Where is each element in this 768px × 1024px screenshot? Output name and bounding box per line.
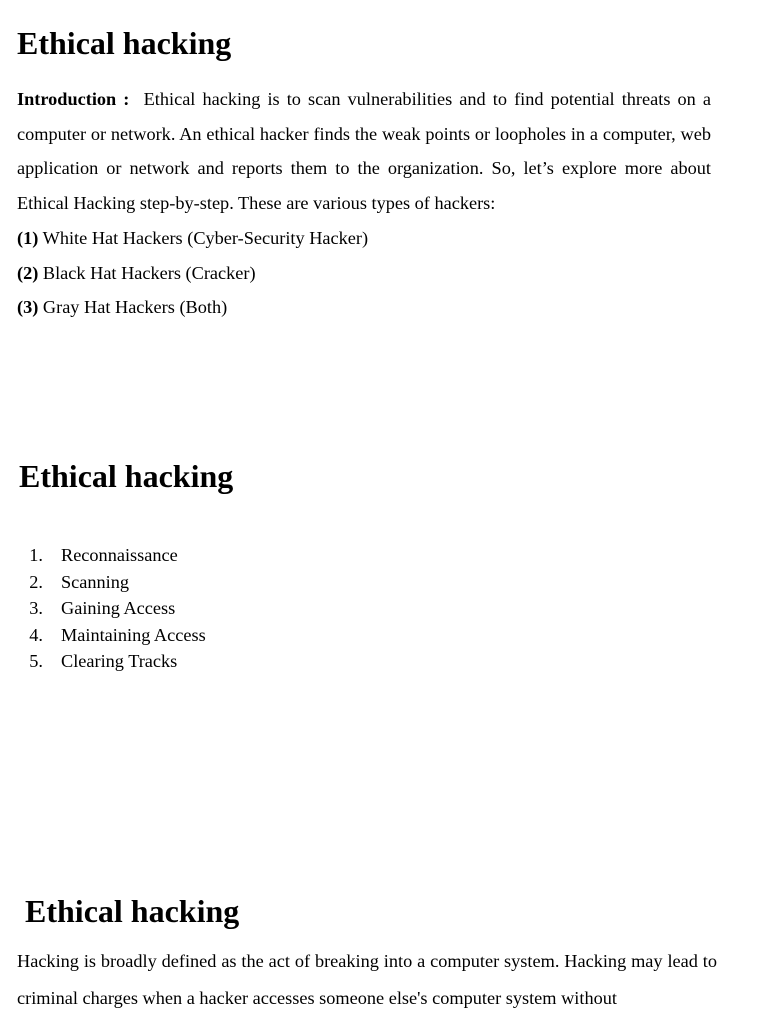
list-item-text: Clearing Tracks xyxy=(61,651,178,672)
list-item-number: 1. xyxy=(29,545,43,565)
list-item xyxy=(17,569,130,596)
list-item xyxy=(17,595,176,622)
list-item-number: 3. xyxy=(29,598,43,619)
list-item xyxy=(17,256,368,291)
section-3-heading: Ethical hacking xyxy=(25,893,240,929)
list-item-number: 2. xyxy=(29,571,43,592)
section-1-heading: Ethical hacking xyxy=(17,25,232,61)
intro-paragraph xyxy=(17,82,711,221)
list-item xyxy=(17,221,368,256)
list-item-number: 5. xyxy=(29,651,43,672)
hacker-types-list xyxy=(17,221,368,325)
list-item xyxy=(17,648,178,675)
intro-text: Ethical hacking is to scan vulnerabilities and to find potential threats on a computer or network. An ethical hacker finds the weak points or loopholes in a computer, web application or network and reports them to the organization. So, let’s explore more about Ethical Hacking step-by-step. These are various types of hackers: xyxy=(17,89,712,214)
section-2-heading: Ethical hacking xyxy=(19,458,234,494)
list-item-number: (1) xyxy=(17,228,39,248)
list-item-text: White Hat Hackers (Cyber-Security Hacker) xyxy=(42,228,369,248)
list-item-number: (2) xyxy=(17,262,39,283)
list-item-text: Black Hat Hackers (Cracker) xyxy=(42,262,256,283)
list-item-number: (3) xyxy=(17,297,39,317)
hacking-definition-paragraph: Hacking is broadly defined as the act of breaking into a computer system. Hacking may lead to criminal charges when a hacker accesses someone else's computer system without xyxy=(17,951,717,1008)
hacking-steps-list xyxy=(17,542,206,675)
list-item-text: Scanning xyxy=(61,571,130,592)
intro-label: Introduction : xyxy=(17,89,130,109)
list-item xyxy=(17,622,206,649)
list-item-text: Gray Hat Hackers (Both) xyxy=(42,297,228,317)
list-item-text: Reconnaissance xyxy=(61,545,178,565)
list-item xyxy=(17,542,178,569)
list-item-text: Maintaining Access xyxy=(61,624,206,645)
list-item-text: Gaining Access xyxy=(61,598,176,619)
list-item xyxy=(17,290,368,325)
list-item-number: 4. xyxy=(29,624,43,645)
